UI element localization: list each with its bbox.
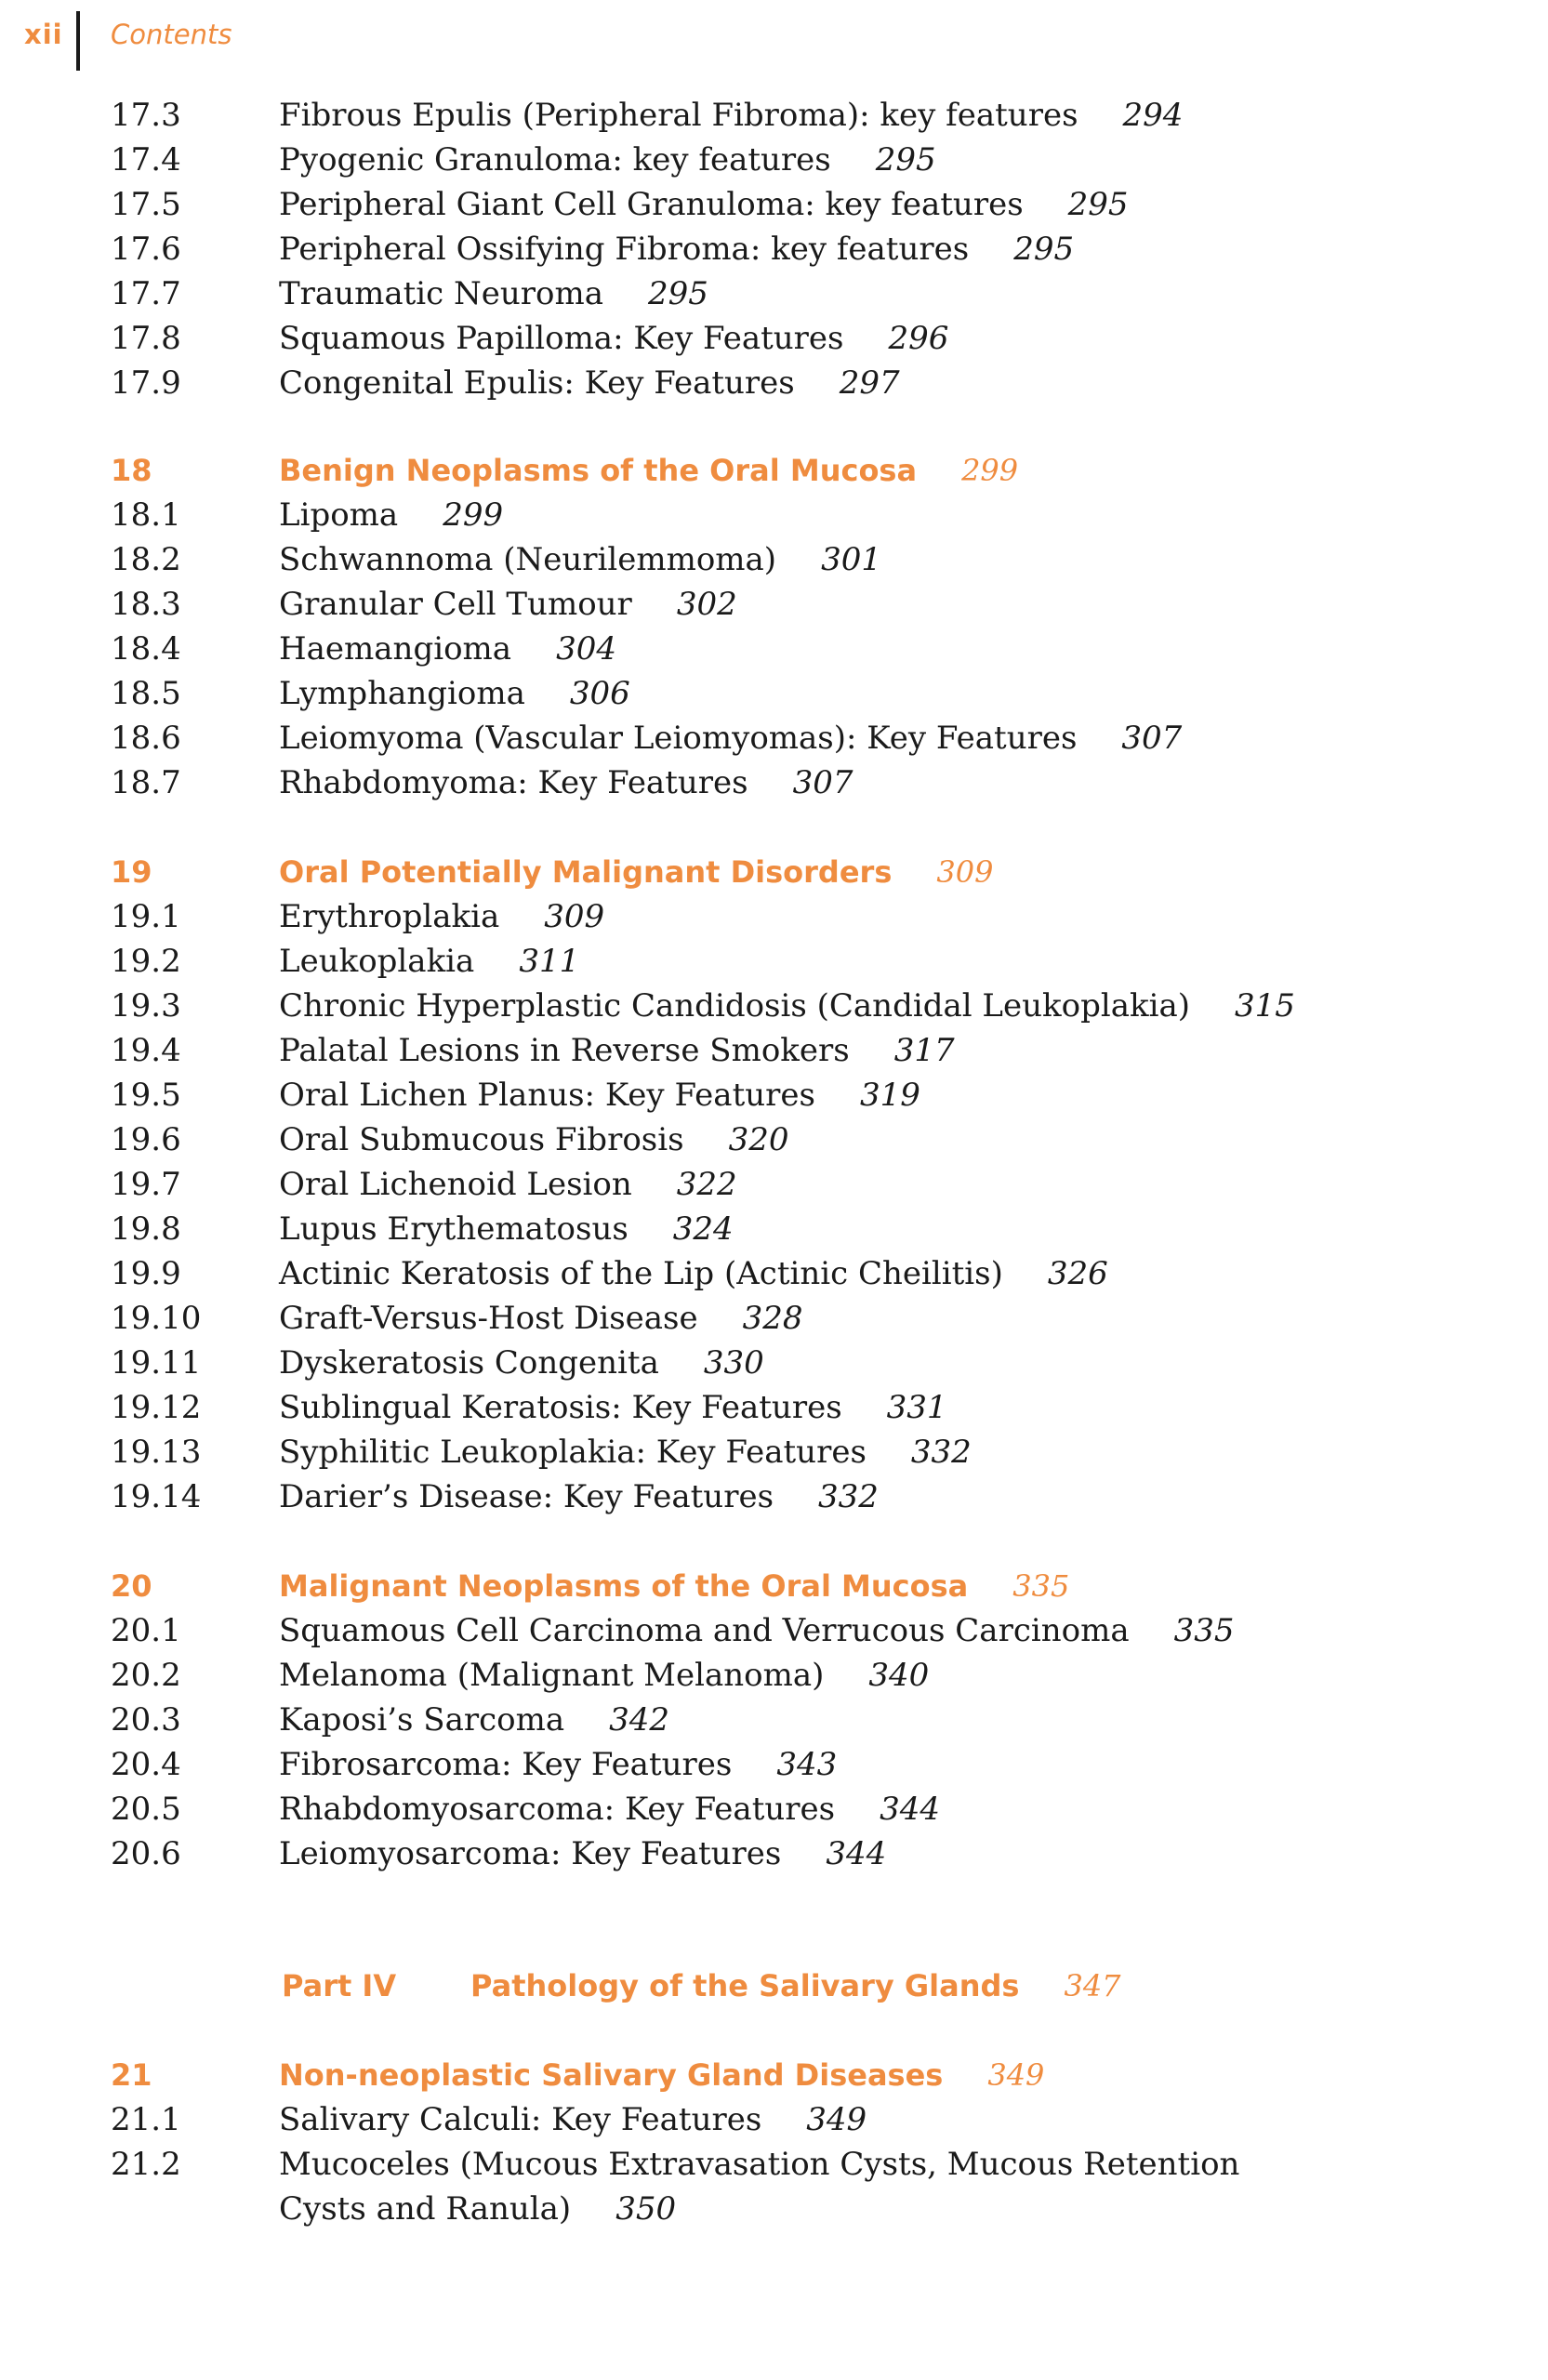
toc-entry[interactable] [0, 1387, 1548, 1428]
toc-entry[interactable] [0, 273, 1548, 314]
entry-page: 297 [839, 364, 900, 402]
entry-number: 18.6 [111, 720, 181, 757]
toc-entry[interactable] [0, 762, 1548, 803]
toc-entry[interactable] [0, 1744, 1548, 1785]
entry-title: Melanoma (Malignant Melanoma) [279, 1657, 825, 1694]
entry-page: 307 [1121, 720, 1183, 757]
entry-number: 17.7 [111, 275, 181, 312]
entry-number: 17.8 [111, 320, 181, 357]
entry-number: 19.6 [111, 1121, 181, 1158]
toc-part-4[interactable] [0, 1965, 1548, 2006]
toc-entry[interactable] [0, 1789, 1548, 1830]
entry-number: 19.8 [111, 1210, 181, 1248]
toc-entry[interactable] [0, 718, 1548, 759]
toc-entry[interactable] [0, 229, 1548, 270]
entry-title: Salivary Calculi: Key Features [279, 2101, 762, 2138]
entry-title: Squamous Papilloma: Key Features [279, 320, 844, 357]
toc-entry[interactable] [0, 2099, 1548, 2140]
toc-entry[interactable] [0, 2144, 1548, 2185]
entry-page: 295 [648, 275, 708, 312]
toc-entry-continued[interactable] [0, 2188, 1548, 2229]
entry-title: Oral Lichenoid Lesion [279, 1166, 632, 1203]
entry-page: 294 [1122, 97, 1184, 134]
entry-title: Peripheral Ossifying Fibroma: key features [279, 231, 970, 268]
running-head: Contents [111, 19, 232, 50]
entry-page: 295 [1067, 186, 1129, 223]
entry-number: 17.4 [111, 141, 181, 178]
entry-page: 295 [1013, 231, 1075, 268]
entry-title: Fibrous Epulis (Peripheral Fibroma): key features [279, 97, 1078, 134]
entry-number: 18.2 [111, 541, 181, 578]
entry-title: Rhabdomyosarcoma: Key Features [279, 1791, 836, 1828]
toc-entry[interactable] [0, 1699, 1548, 1740]
entry-number: 18.5 [111, 675, 181, 712]
entry-page: 349 [806, 2101, 867, 2138]
entry-page: 315 [1235, 987, 1295, 1025]
entry-title: Leiomyosarcoma: Key Features [279, 1835, 782, 1872]
entry-title: Syphilitic Leukoplakia: Key Features [279, 1434, 867, 1471]
entry-page: 328 [742, 1300, 803, 1337]
entry-title: Actinic Keratosis of the Lip (Actinic Cheilitis) [279, 1255, 1003, 1292]
toc-entry[interactable] [0, 1119, 1548, 1160]
toc-entry[interactable] [0, 1253, 1548, 1294]
entry-number: 18.7 [111, 764, 181, 801]
entry-number: 20.5 [111, 1791, 181, 1828]
toc-entry[interactable] [0, 184, 1548, 225]
toc-chapter-21[interactable] [0, 2055, 1548, 2096]
entry-page: 344 [880, 1791, 940, 1828]
entry-page: 344 [826, 1835, 887, 1872]
entry-number: 19.4 [111, 1032, 181, 1069]
page-number: xii [24, 19, 63, 50]
entry-title: Graft-Versus-Host Disease [279, 1300, 698, 1337]
entry-title: Traumatic Neuroma [279, 275, 603, 312]
entry-number: 17.5 [111, 186, 181, 223]
chapter-title: Oral Potentially Malignant Disorders [279, 854, 893, 890]
entry-title: Haemangioma [279, 630, 512, 668]
toc-entry[interactable] [0, 495, 1548, 536]
entry-page: 304 [556, 630, 616, 668]
toc-entry[interactable] [0, 95, 1548, 136]
entry-number: 19.10 [111, 1300, 202, 1337]
toc-entry[interactable] [0, 1655, 1548, 1696]
entry-number: 20.4 [111, 1746, 181, 1783]
part-label: Part IV [282, 1968, 397, 2003]
entry-number: 21.2 [111, 2146, 181, 2183]
entry-title: Schwannoma (Neurilemmoma) [279, 541, 777, 578]
entry-page: 307 [792, 764, 853, 801]
toc-entry[interactable] [0, 584, 1548, 625]
entry-title: Fibrosarcoma: Key Features [279, 1746, 733, 1783]
entry-page: 317 [893, 1032, 955, 1069]
toc-entry[interactable] [0, 985, 1548, 1026]
entry-page: 302 [676, 586, 737, 623]
entry-page: 332 [818, 1478, 879, 1515]
entry-number: 19.7 [111, 1166, 181, 1203]
entry-title: Lipoma [279, 496, 399, 534]
toc-entry[interactable] [0, 1075, 1548, 1116]
toc-entry[interactable] [0, 318, 1548, 359]
chapter-number: 21 [111, 2057, 152, 2093]
entry-number: 19.11 [111, 1344, 202, 1382]
chapter-title: Benign Neoplasms of the Oral Mucosa [279, 453, 918, 488]
toc-entry[interactable] [0, 628, 1548, 669]
toc-entry[interactable] [0, 1432, 1548, 1473]
entry-page: 343 [776, 1746, 838, 1783]
chapter-page: 335 [1012, 1568, 1070, 1604]
toc-entry[interactable] [0, 1342, 1548, 1383]
toc-entry[interactable] [0, 673, 1548, 714]
entry-number: 19.3 [111, 987, 181, 1025]
entry-number: 18.3 [111, 586, 181, 623]
entry-number: 20.1 [111, 1612, 181, 1649]
entry-title: Oral Submucous Fibrosis [279, 1121, 684, 1158]
entry-number: 20.6 [111, 1835, 181, 1872]
entry-page: 311 [519, 943, 580, 980]
entry-title: Congenital Epulis: Key Features [279, 364, 795, 402]
chapter-number: 19 [111, 854, 152, 890]
entry-title: Cysts and Ranula) [279, 2190, 572, 2228]
entry-page: 330 [703, 1344, 764, 1382]
entry-page: 320 [728, 1121, 789, 1158]
entry-page: 306 [569, 675, 630, 712]
toc-entry[interactable] [0, 1833, 1548, 1874]
entry-title: Palatal Lesions in Reverse Smokers [279, 1032, 850, 1069]
toc-entry[interactable] [0, 539, 1548, 580]
toc-entry[interactable] [0, 1164, 1548, 1205]
entry-title: Mucoceles (Mucous Extravasation Cysts, Mucous Retention [279, 2146, 1240, 2183]
entry-number: 19.9 [111, 1255, 181, 1292]
chapter-page: 299 [961, 453, 1019, 488]
entry-title: Darier’s Disease: Key Features [279, 1478, 774, 1515]
entry-number: 19.1 [111, 898, 181, 935]
entry-title: Oral Lichen Planus: Key Features [279, 1077, 815, 1114]
entry-page: 319 [859, 1077, 920, 1114]
entry-title: Erythroplakia [279, 898, 500, 935]
entry-title: Leukoplakia [279, 943, 475, 980]
part-page: 347 [1064, 1968, 1121, 2003]
toc-entry[interactable] [0, 363, 1548, 403]
entry-title: Granular Cell Tumour [279, 586, 632, 623]
entry-page: 350 [615, 2190, 677, 2228]
entry-number: 19.14 [111, 1478, 202, 1515]
toc-entry[interactable] [0, 1298, 1548, 1339]
entry-title: Kaposi’s Sarcoma [279, 1701, 565, 1739]
toc-entry[interactable] [0, 1209, 1548, 1250]
entry-title: Lymphangioma [279, 675, 525, 712]
entry-title: Peripheral Giant Cell Granuloma: key features [279, 186, 1024, 223]
entry-title: Chronic Hyperplastic Candidosis (Candidal Leukoplakia) [279, 987, 1191, 1025]
entry-page: 342 [609, 1701, 670, 1739]
entry-page: 322 [676, 1166, 737, 1203]
entry-page: 324 [672, 1210, 734, 1248]
chapter-page: 349 [987, 2057, 1045, 2093]
toc-entry[interactable] [0, 139, 1548, 180]
entry-page: 301 [821, 541, 881, 578]
entry-page: 295 [875, 141, 936, 178]
entry-page: 335 [1173, 1612, 1235, 1649]
toc-entry[interactable] [0, 896, 1548, 937]
entry-title: Pyogenic Granuloma: key features [279, 141, 831, 178]
entry-page: 326 [1047, 1255, 1108, 1292]
toc-entry[interactable] [0, 1476, 1548, 1517]
chapter-title: Non-neoplastic Salivary Gland Diseases [279, 2057, 944, 2093]
entry-number: 21.1 [111, 2101, 181, 2138]
entry-number: 17.9 [111, 364, 181, 402]
entry-number: 20.2 [111, 1657, 181, 1694]
entry-page: 299 [443, 496, 504, 534]
chapter-number: 20 [111, 1568, 152, 1604]
entry-title: Sublingual Keratosis: Key Features [279, 1389, 842, 1426]
entry-title: Leiomyoma (Vascular Leiomyomas): Key Features [279, 720, 1078, 757]
toc-chapter-20[interactable] [0, 1566, 1548, 1606]
toc-entry[interactable] [0, 1610, 1548, 1651]
entry-number: 18.1 [111, 496, 181, 534]
chapter-number: 18 [111, 453, 152, 488]
entry-title: Squamous Cell Carcinoma and Verrucous Carcinoma [279, 1612, 1130, 1649]
chapter-page: 309 [936, 854, 994, 890]
entry-page: 331 [886, 1389, 947, 1426]
entry-title: Rhabdomyoma: Key Features [279, 764, 748, 801]
entry-page: 296 [888, 320, 949, 357]
entry-number: 19.13 [111, 1434, 202, 1471]
toc-chapter-18[interactable] [0, 450, 1548, 491]
part-title: Pathology of the Salivary Glands [470, 1968, 1020, 2003]
entry-title: Dyskeratosis Congenita [279, 1344, 659, 1382]
entry-title: Lupus Erythematosus [279, 1210, 628, 1248]
entry-number: 19.5 [111, 1077, 181, 1114]
entry-number: 17.3 [111, 97, 181, 134]
toc-chapter-19[interactable] [0, 852, 1548, 892]
entry-number: 19.2 [111, 943, 181, 980]
entry-number: 17.6 [111, 231, 181, 268]
entry-number: 20.3 [111, 1701, 181, 1739]
chapter-title: Malignant Neoplasms of the Oral Mucosa [279, 1568, 969, 1604]
toc-entry[interactable] [0, 941, 1548, 982]
entry-number: 19.12 [111, 1389, 202, 1426]
entry-page: 332 [910, 1434, 972, 1471]
toc-entry[interactable] [0, 1030, 1548, 1071]
entry-number: 18.4 [111, 630, 181, 668]
entry-page: 309 [544, 898, 605, 935]
entry-page: 340 [868, 1657, 930, 1694]
